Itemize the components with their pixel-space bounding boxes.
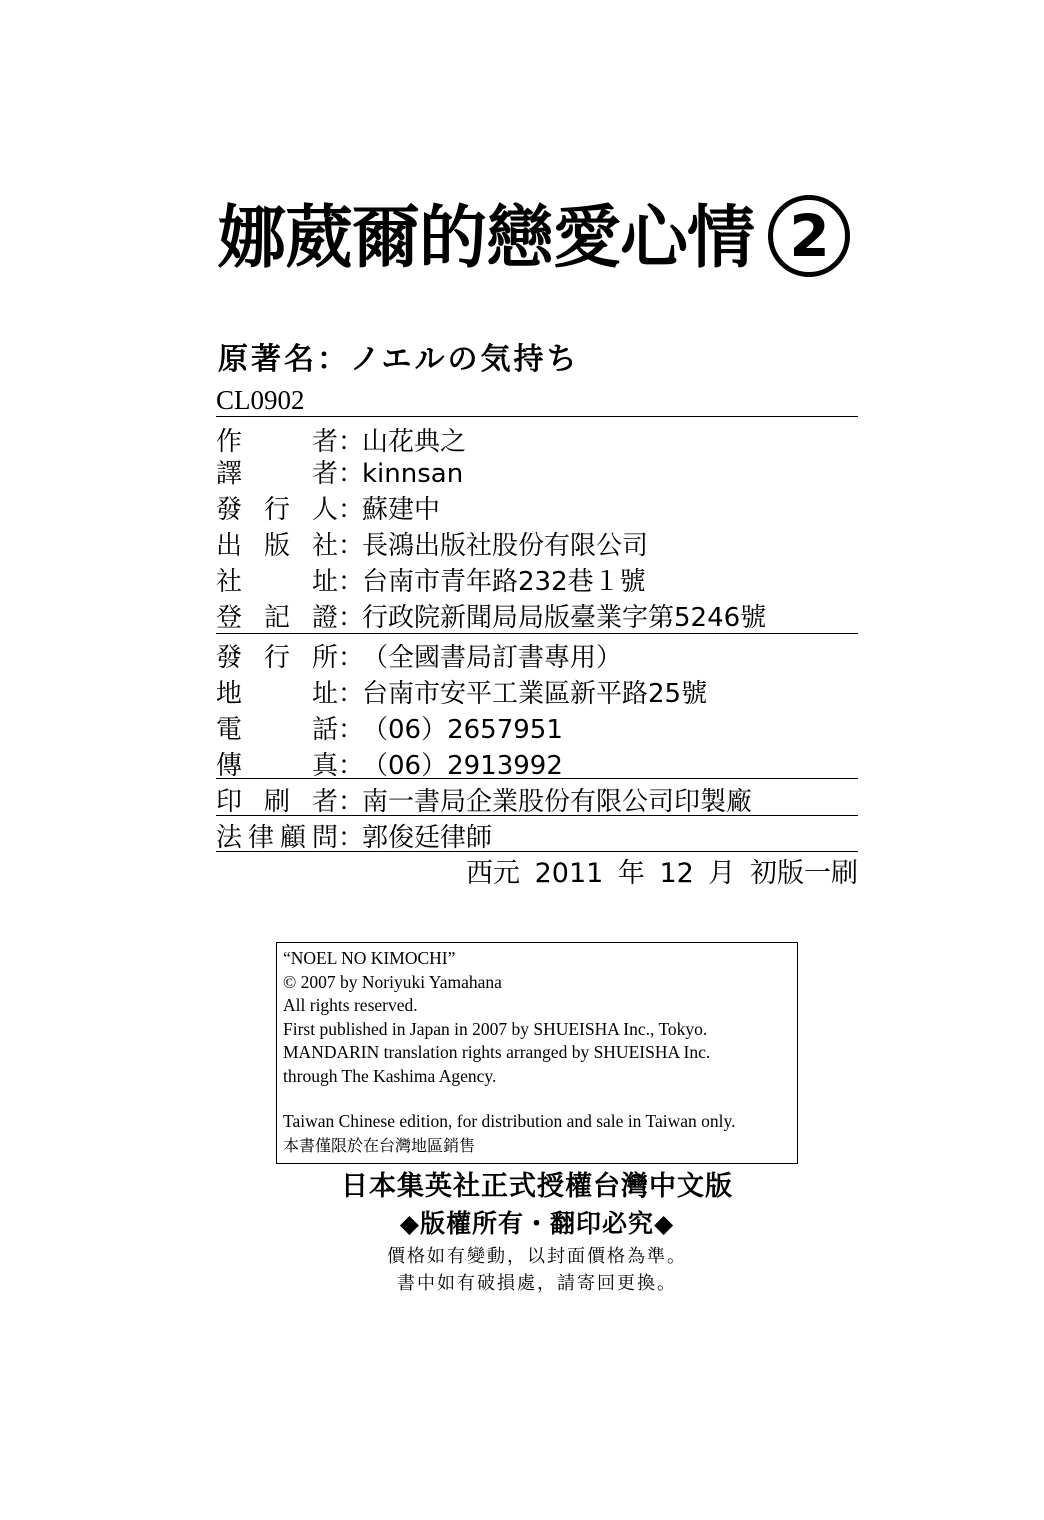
credit-label-char: 行	[263, 643, 290, 673]
return-notice: 書中如有破損處，請寄回更換。	[397, 1273, 677, 1294]
credit-label-char: 地	[216, 679, 243, 709]
credit-label-char: 社	[216, 567, 243, 597]
credit-label-char: 者	[311, 787, 338, 817]
volume-number: 2	[768, 195, 850, 277]
copyright-line: © 2007 by Noriyuki Yamahana	[283, 971, 502, 992]
credit-label	[216, 528, 338, 564]
credit-label	[216, 564, 338, 600]
credit-label	[216, 600, 338, 636]
credit-separator: ：	[338, 751, 365, 781]
credit-value: 台南市安平工業區新平路25號	[362, 679, 708, 709]
credit-value: kinnsan	[362, 459, 464, 489]
print-date: 西元 2011 年 12 月 初版一刷	[466, 858, 858, 889]
distribution-notice: Taiwan Chinese edition, for distribution and sale in Taiwan only.	[283, 1111, 736, 1131]
credit-label-char: 址	[311, 679, 338, 709]
credit-separator: ：	[338, 679, 365, 709]
credit-label-char: 社	[311, 531, 338, 561]
credit-value: （全國書局訂書專用）	[362, 643, 623, 673]
credit-separator: ：	[338, 531, 365, 561]
credit-row	[216, 564, 646, 600]
credit-label-char: 行	[263, 495, 290, 525]
divider	[216, 815, 858, 816]
credit-label-char: 者	[311, 427, 338, 457]
credit-separator: ：	[338, 603, 365, 633]
credit-label-char: 者	[311, 459, 338, 489]
credit-label	[216, 640, 338, 676]
credit-row	[216, 456, 463, 492]
credit-value: 台南市青年路232巷１號	[362, 567, 646, 597]
credit-separator: ：	[338, 427, 365, 457]
credit-row	[216, 676, 707, 712]
authorization-notice: 日本集英社正式授權台灣中文版	[341, 1171, 733, 1202]
credit-label	[216, 492, 338, 528]
copyright-line: through The Kashima Agency.	[283, 1065, 497, 1086]
divider	[216, 633, 858, 634]
copyright-box	[276, 942, 798, 1164]
credit-value: （06）2913992	[362, 751, 563, 781]
credit-label-char: 址	[311, 567, 338, 597]
credit-label-char: 出	[216, 531, 243, 561]
book-title	[218, 196, 918, 283]
credit-value: 長鴻出版社股份有限公司	[362, 531, 649, 561]
credit-label-char: 記	[263, 603, 290, 633]
original-title: 原著名：ノエルの気持ち	[218, 342, 580, 377]
credit-label-char: 刷	[263, 787, 290, 817]
credit-value: 山花典之	[362, 427, 467, 457]
credit-separator: ：	[338, 643, 365, 673]
credit-label	[216, 676, 338, 712]
copyright-line: “NOEL NO KIMOCHI”	[283, 948, 456, 968]
credit-label	[216, 424, 338, 460]
credit-label-char: 譯	[216, 459, 243, 489]
divider	[216, 778, 858, 779]
copyright-line: All rights reserved.	[283, 995, 418, 1015]
divider	[216, 851, 858, 852]
book-title-text: 娜葳爾的戀愛心情	[218, 199, 755, 278]
credit-label-char: 話	[311, 715, 338, 745]
credit-value: 蘇建中	[362, 495, 441, 525]
credit-separator: ：	[338, 495, 365, 525]
credit-label-char: 所	[311, 643, 338, 673]
credit-row	[216, 640, 622, 676]
credit-row	[216, 424, 466, 460]
credit-label-char: 證	[311, 603, 338, 633]
credit-value: 行政院新聞局局版臺業字第5246號	[362, 603, 767, 633]
distribution-notice-zh: 本書僅限於在台灣地區銷售	[283, 1135, 476, 1155]
credit-label	[216, 712, 338, 748]
credit-value: （06）2657951	[362, 715, 563, 745]
credit-label-char: 傳	[216, 751, 243, 781]
spacer	[283, 1088, 797, 1110]
credit-value: 南一書局企業股份有限公司印製廠	[362, 787, 753, 817]
credit-label-char: 印	[216, 787, 243, 817]
credit-separator: ：	[338, 823, 365, 853]
credit-value: 郭俊廷律師	[362, 823, 493, 853]
credit-label-char: 版	[263, 531, 290, 561]
credit-separator: ：	[338, 459, 365, 489]
credit-row	[216, 492, 440, 528]
credit-label-char: 作	[216, 427, 243, 457]
divider	[216, 416, 858, 417]
credit-separator: ：	[338, 787, 365, 817]
rights-notice: ◆版權所有・翻印必究◆	[399, 1209, 675, 1238]
copyright-line: MANDARIN translation rights arranged by SHUEISHA Inc.	[283, 1042, 711, 1062]
credit-row	[216, 528, 648, 564]
credit-separator: ：	[338, 715, 365, 745]
credit-row	[216, 600, 766, 636]
credit-label-char: 發	[216, 495, 243, 525]
credit-label-char: 律	[247, 823, 274, 853]
credit-label-char: 真	[311, 751, 338, 781]
credit-label-char: 發	[216, 643, 243, 673]
credit-label-char: 登	[216, 603, 243, 633]
credit-label	[216, 456, 338, 492]
credit-label-char: 顧	[279, 823, 306, 853]
credit-label-char: 人	[311, 495, 338, 525]
credit-label-char: 電	[216, 715, 243, 745]
credit-label-char: 問	[311, 823, 338, 853]
price-notice: 價格如有變動，以封面價格為準。	[387, 1246, 687, 1267]
credit-row	[216, 712, 563, 748]
credit-label-char: 法	[216, 823, 243, 853]
copyright-line: First published in Japan in 2007 by SHUEISHA Inc., Tokyo.	[283, 1018, 708, 1039]
catalog-code: CL0902	[216, 385, 305, 415]
credit-separator: ：	[338, 567, 365, 597]
